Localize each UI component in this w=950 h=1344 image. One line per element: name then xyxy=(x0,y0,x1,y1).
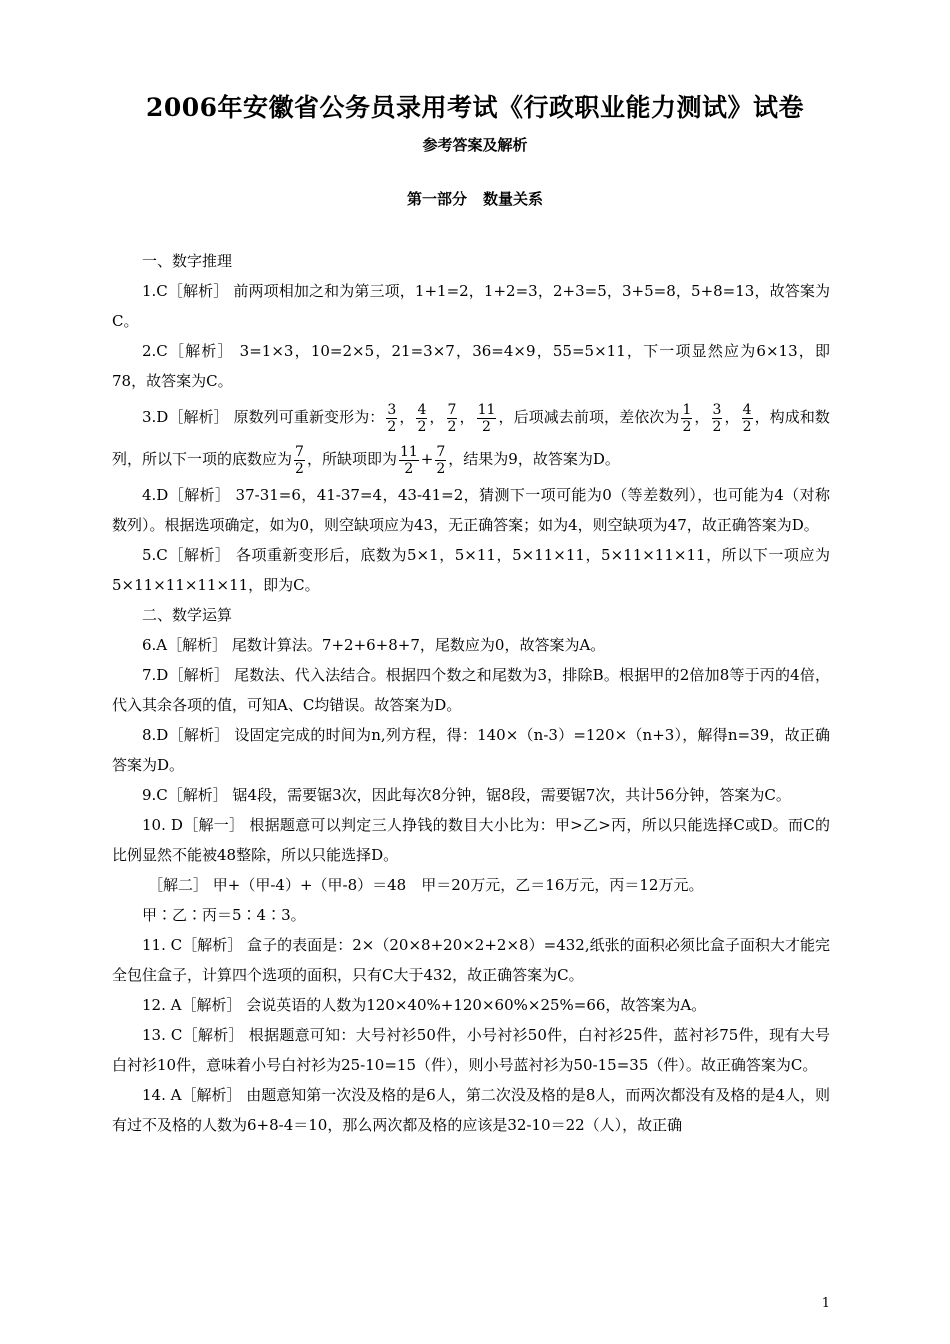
fraction: $\frac{11}{2}$ xyxy=(399,443,418,477)
section-heading: 一、数字推理 xyxy=(142,252,233,270)
fraction: $\frac{7}{2}$ xyxy=(436,443,446,477)
fraction: $\frac{3}{2}$ xyxy=(387,401,397,435)
answer-7: 7.D［解析］ 尾数法、代入法结合。根据四个数之和尾数为3，排除B。根据甲的2倍加8等于丙的4倍，代入其余各项的值，可知A、C均错误。故答案为D。 xyxy=(112,666,830,714)
answer-3-text-b: ，后项减去前项，差依次为 xyxy=(498,408,680,426)
answer-13: 13. C［解析］ 根据题意可知：大号衬衫50件，小号衬衫50件，白衬衫25件，蓝衬衫75件，现有大号白衬衫10件，意味着小号白衬衫为25-10=15（件），则小号蓝衬衫为50-15=35（件）。故正确答案为C。 xyxy=(112,1026,830,1074)
answer-8: 8.D［解析］ 设固定完成的时间为n,列方程，得：140×（n-3）=120×（n+3），解得n=39，故正确答案为D。 xyxy=(112,726,830,774)
fraction: $\frac{4}{2}$ xyxy=(417,401,427,435)
answer-10-ratio: 甲∶乙∶丙＝5∶4∶3。 xyxy=(142,906,306,924)
fraction: $\frac{7}{2}$ xyxy=(295,443,304,477)
answer-3-text-a: 3.D［解析］ 原数列可重新变形为： xyxy=(142,408,385,426)
answer-14: 14. A［解析］ 由题意知第一次没及格的是6人，第二次没及格的是8人，而两次都没有及格的是4人，则有过不及格的人数为6+8-4＝10，那么两次都及格的应该是32-10＝22（人），故正确 xyxy=(112,1086,830,1134)
fraction: $\frac{4}{2}$ xyxy=(742,401,752,435)
answer-12: 12. A［解析］ 会说英语的人数为120×40%+120×60%×25%=66，故答案为A。 xyxy=(142,996,707,1014)
answer-5: 5.C［解析］ 各项重新变形后，底数为5×1，5×11，5×11×11，5×11×11×11，所以下一项应为5×11×11×11×11，即为C。 xyxy=(112,546,830,594)
page-title: 2006年安徽省公务员录用考试《行政职业能力测试》试卷 xyxy=(145,93,805,122)
fraction: $\frac{1}{2}$ xyxy=(682,401,692,435)
answer-11: 11. C［解析］ 盒子的表面是：2×（20×8+20×2+2×8）=432,纸张的面积必须比盒子面积大才能完全包住盒子，计算四个选项的面积，只有C大于432，故正确答案为C。 xyxy=(112,936,830,984)
part-heading xyxy=(0,188,950,209)
part-label: 第一部分 xyxy=(406,190,467,208)
answer-3-text-d: ，所缺项即为 xyxy=(306,450,397,468)
part-name: 数量关系 xyxy=(483,190,544,208)
page-number: 1 xyxy=(821,1296,830,1311)
fraction: $\frac{11}{2}$ xyxy=(477,401,496,435)
answer-3-text-e: ，结果为9，故答案为D。 xyxy=(448,450,620,468)
answer-6: 6.A［解析］ 尾数计算法。7+2+6+8+7，尾数应为0，故答案为A。 xyxy=(142,636,606,654)
fraction: $\frac{3}{2}$ xyxy=(712,401,722,435)
answer-9: 9.C［解析］ 锯4段，需要锯3次，因此每次8分钟，锯8段，需要锯7次，共计56分钟，答案为C。 xyxy=(142,786,791,804)
section-heading: 二、数学运算 xyxy=(142,606,233,624)
page-subtitle: 参考答案及解析 xyxy=(422,136,528,154)
answer-3-text-c: 构成和数列，所以下一项的底数应为 xyxy=(112,408,830,468)
fraction: $\frac{7}{2}$ xyxy=(447,401,457,435)
answer-2: 2.C［解析］ 3=1×3，10=2×5，21=3×7，36=4×9，55=5×11，下一项显然应为6×13，即78，故答案为C。 xyxy=(112,342,830,390)
answer-4: 4.D［解析］ 37-31=6，41-37=4，43-41=2，猜测下一项可能为0（等差数列），也可能为4（对称数列）。根据选项确定，如为0，则空缺项应为43，无正确答案；如为4，则空缺项为47，故正确答案为D。 xyxy=(112,486,830,534)
answer-1: 1.C［解析］ 前两项相加之和为第三项，1+1=2，1+2=3，2+3=5，3+5=8，5+8=13，故答案为C。 xyxy=(112,282,830,330)
answer-3: 3.D［解析］ 原数列可重新变形为： $\frac{3}{2}$ ， $\frac{4}{2}$ ， $\frac{7}{2}$ ， $\frac{11}{2}$ ，后项减去前项，差依次为 $\frac{1}{2}$ ， $\frac{3}{2}$ ， $\frac{4}{2}$ ，构成和数列，所以下一项的底数应为 $\frac{7}{2}$ ，所缺项即为 $\frac{11}{2}$ + $\frac{7}{2}$ ，结果为9，故答案为D。 xyxy=(112,401,830,477)
answer-10-alt: ［解二］ 甲+（甲-4）+（甲-8）＝48 甲＝20万元，乙＝16万元，丙＝12万元。 xyxy=(148,876,704,894)
answer-10: 10. D［解一］ 根据题意可以判定三人挣钱的数目大小比为：甲>乙>丙，所以只能选择C或D。而C的比例显然不能被48整除，所以只能选择D。 xyxy=(112,816,830,864)
answer-body xyxy=(112,246,830,1140)
